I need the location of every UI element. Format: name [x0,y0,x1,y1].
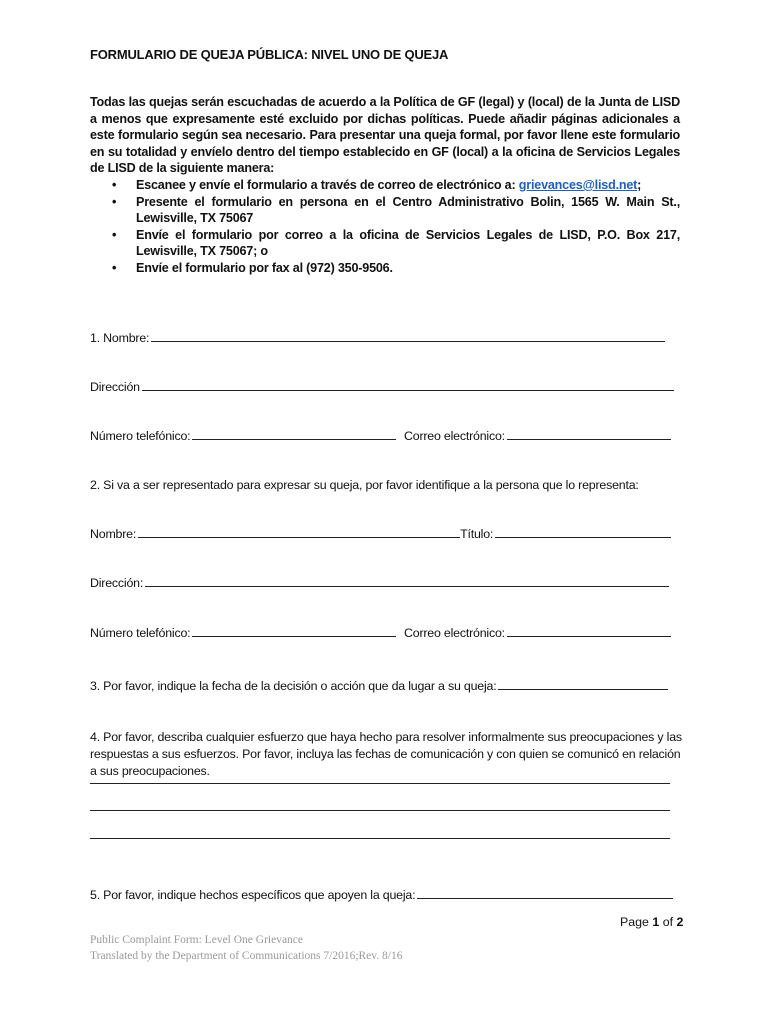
submission-methods-list [90,177,680,277]
name-label: 1. Nombre: [90,331,150,345]
address-label: Dirección [90,380,140,394]
list-item [90,227,680,260]
intro-paragraph: Todas las quejas serán escuchadas de acuerdo a la Política de GF (legal) y (local) de la Junta de LISD a menos que expresamente esté excluido por dichas políticas. Puede añadir páginas adicionales a este formulario según sea necesario. Para presentar una queja formal, por favor llene este formulario en su totalidad y envíelo dentro del tiempo establecido en GF (local) a la oficina de Servicios Legales de LISD de la siguiente manera: [90,95,680,176]
rep-email-field-row [404,625,671,640]
footer-line-translation: Translated by the Department of Communications 7/2016;Rev. 8/16 [90,950,403,962]
rep-email-input-line[interactable] [507,625,671,637]
name-input-line[interactable] [151,330,665,342]
bullet-icon: • [112,227,117,242]
rep-title-label: Título: [460,527,494,541]
rep-phone-input-line[interactable] [192,625,396,637]
rep-phone-label: Número telefónico: [90,626,191,640]
bullet-text-in-person: Presente el formulario en persona en el Centro Administrativo Bolin, 1565 W. Main St., Lewisville, TX 75067 [136,194,680,226]
page-number: Page 1 of 2 [620,915,684,929]
bullet-text-fax: Envíe el formulario por fax al (972) 350-9506. [136,260,393,275]
decision-date-label: 3. Por favor, indique la fecha de la decisión o acción que da lugar a su queja: [90,679,497,693]
phone-input-line[interactable] [192,428,396,440]
address-input-line[interactable] [142,379,674,391]
phone-label: Número telefónico: [90,429,191,443]
facts-field-row [90,887,673,902]
efforts-answer-line[interactable] [90,783,670,784]
rep-phone-field-row [90,625,396,640]
bullet-icon: • [112,260,117,275]
list-item [90,260,680,277]
email-label: Correo electrónico: [404,429,505,443]
email-input-line[interactable] [507,428,671,440]
bullet-text-mail: Envíe el formulario por correo a la oficina de Servicios Legales de LISD, P.O. Box 217, Lewisville, TX 75067; o [136,227,680,259]
total-pages: 2 [676,915,684,929]
form-title: FORMULARIO DE QUEJA PÚBLICA: NIVEL UNO DE QUEJA [90,47,449,62]
informal-efforts-question: 4. Por favor, describa cualquier esfuerzo que haya hecho para resolver informalmente sus preocupaciones y las respuestas a sus esfuerzos. Por favor, incluya las fechas de comunicación y con quien se comunicó en relación a sus preocupaciones. [90,730,682,778]
rep-name-label: Nombre: [90,527,137,541]
efforts-answer-line[interactable] [90,838,670,839]
email-link[interactable]: grievances@lisd.net [518,178,638,192]
efforts-answer-line[interactable] [90,810,670,811]
bullet-text-email: Escanee y envíe el formulario a través de correo de electrónico a: [136,178,519,192]
name-field-row [90,330,665,345]
rep-email-label: Correo electrónico: [404,626,505,640]
bullet-icon: • [112,178,117,192]
phone-field-row [90,428,396,443]
rep-name-field-row [90,526,671,541]
rep-title-input-line[interactable] [495,526,671,538]
address-field-row [90,379,674,394]
footer-line-form: Public Complaint Form: Level One Grievance [90,934,304,946]
rep-address-field-row [90,575,669,590]
rep-address-input-line[interactable] [145,575,669,587]
rep-name-input-line[interactable] [138,526,460,538]
representative-question: 2. Si va a ser representado para expresar su queja, por favor identifique a la persona que lo representa: [90,478,639,492]
decision-date-field-row [90,678,668,693]
current-page: 1 [652,915,660,929]
list-item [90,194,680,227]
list-item [90,177,680,194]
email-field-row [404,428,671,443]
footer [90,932,402,964]
facts-label: 5. Por favor, indique hechos específicos que apoyen la queja: [90,888,416,902]
facts-input-line[interactable] [417,887,673,899]
bullet-end: ; [637,178,642,192]
decision-date-input-line[interactable] [498,678,668,690]
rep-address-label: Dirección: [90,576,144,590]
bullet-icon: • [112,194,117,209]
